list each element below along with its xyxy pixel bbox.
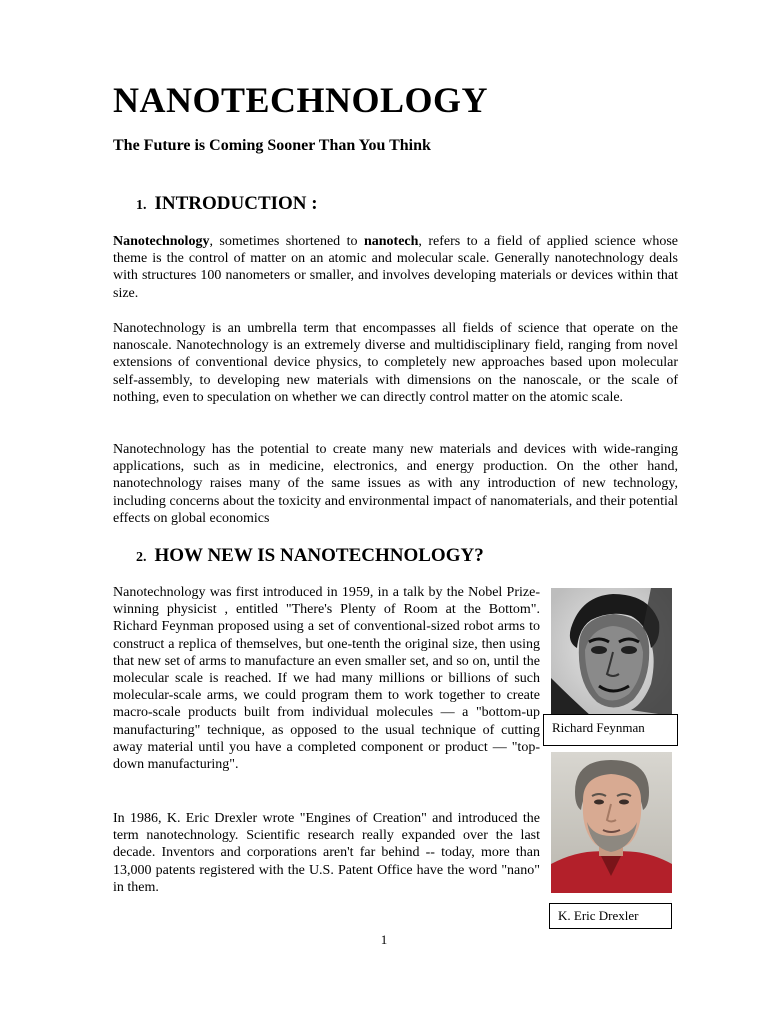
drexler-photo <box>551 752 672 893</box>
term-nanotech: nanotech <box>363 234 419 249</box>
intro-text-b: , refers to a field of applied science whose theme is the control of matter on an atomic and molecular scale. Generally nanotechnology deals with structures 100 nanometers or smaller, and involves developing materials or devices within that size. <box>113 234 678 301</box>
feynman-caption: Richard Feynman <box>543 714 678 746</box>
drexler-caption: K. Eric Drexler <box>549 903 672 929</box>
feynman-photo <box>551 588 672 716</box>
section-heading-how-new <box>136 544 484 570</box>
intro-text-a: , sometimes shortened to <box>209 234 364 249</box>
section-title: INTRODUCTION : <box>154 193 318 214</box>
section-number: 2. <box>136 550 147 565</box>
section-heading-introduction <box>136 192 318 218</box>
page-title: NANOTECHNOLOGY <box>113 80 489 120</box>
history-paragraph-2: In 1986, K. Eric Drexler wrote "Engines of Creation" and introduced the term nanotechnology. Scientific research really expanded over the last decade. Inventors and corporations aren't far behind -- today, more than 13,000 patents registered with the U.S. Patent Office have the word "nano" in them. <box>113 811 540 895</box>
term-nanotechnology: Nanotechnology <box>113 234 210 249</box>
intro-paragraph-1 <box>113 233 678 302</box>
section-number: 1. <box>136 198 147 213</box>
intro-paragraph-3: Nanotechnology has the potential to create many new materials and devices with wide-ranging applications, such as in medicine, electronics, and energy production. On the other hand, nanotechnology raises many of the same issues as with any introduction of new technology, including concerns about the toxicity and environmental impact of nanomaterials, and their potential effects on global economics <box>113 442 678 526</box>
page-subtitle: The Future is Coming Sooner Than You Think <box>113 137 431 154</box>
intro-paragraph-2: Nanotechnology is an umbrella term that encompasses all fields of science that operate on the nanoscale. Nanotechnology is an extremely diverse and multidisciplinary field, ranging from novel extensions of conventional device physics, to completely new approaches based upon molecular self-assembly, to developing new materials with dimensions on the nanoscale, or the scale of nothing, even to speculation on whether we can directly control matter on the atomic scale. <box>113 321 678 405</box>
section-title: HOW NEW IS NANOTECHNOLOGY? <box>154 545 484 566</box>
history-paragraph-1: Nanotechnology was first introduced in 1959, in a talk by the Nobel Prize-winning physicist , entitled "There's Plenty of Room at the Bottom". Richard Feynman proposed using a set of conventional-sized robot arms to construct a replica of themselves, but one-tenth the original size, then using that new set of arms to manufacture an even smaller set, and so on, until the molecular scale is reached. If we had many millions or billions of such molecular-scale arms, we could program them to work together to create macro-scale products built from individual molecules — a "bottom-up manufacturing" technique, as opposed to the usual technique of cutting away material until you have a completed component or product — "top-down manufacturing". <box>113 585 540 773</box>
page-number: 1 <box>380 932 388 947</box>
